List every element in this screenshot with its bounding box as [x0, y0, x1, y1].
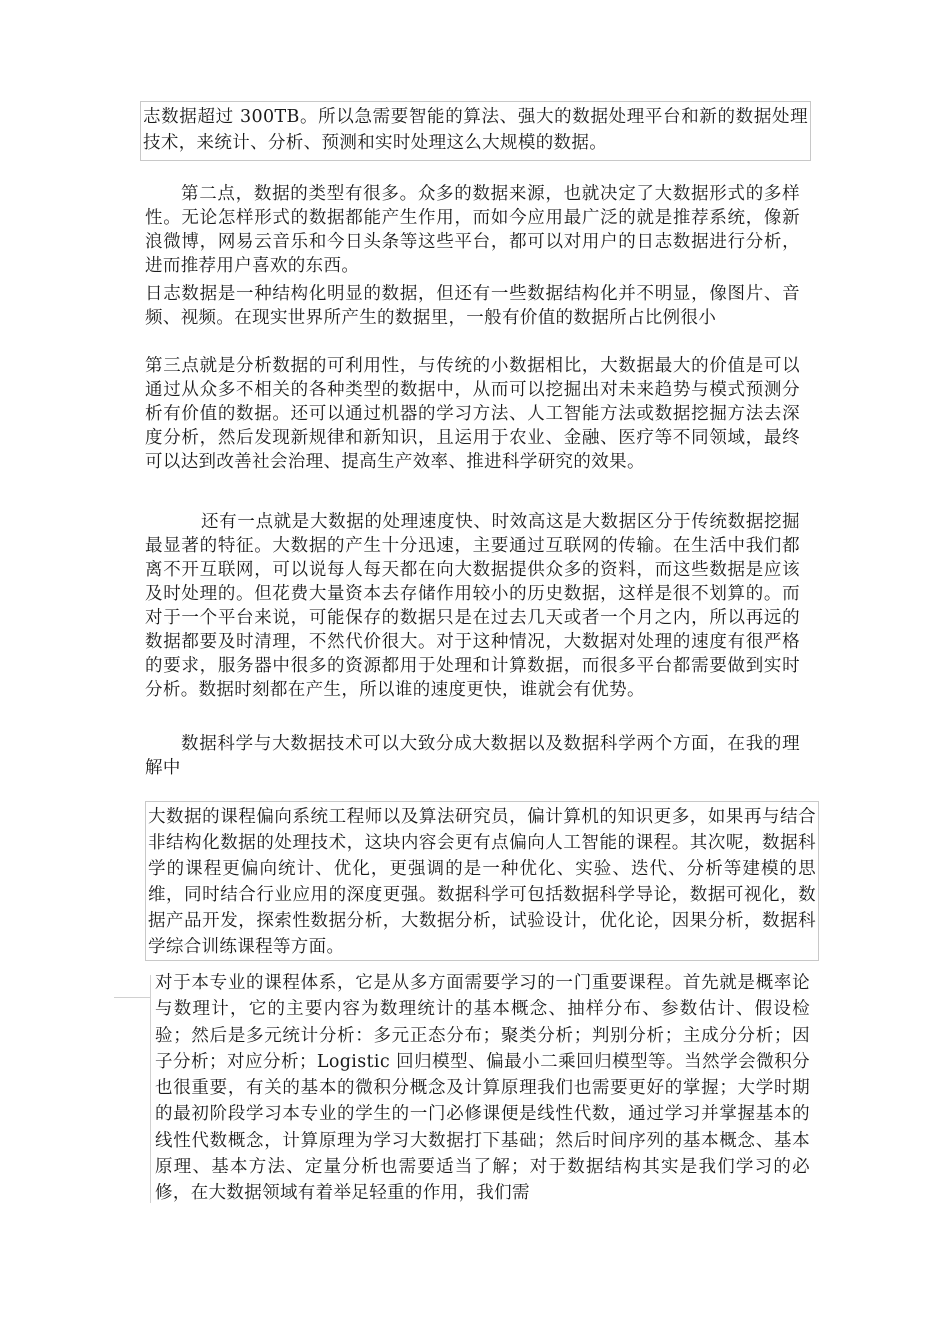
paragraph-data-value: 第三点就是分析数据的可利用性，与传统的小数据相比，大数据最大的价值是可以通过从众多不相关的各种类型的数据中，从而可以挖掘出对未来趋势与模式预测分析有价值的数据。还可以通过机器的学习方法、人工智能方法或数据挖掘方法去深度分析，然后发现新规律和新知识，且运用于农业、金融、医疗等不同领域，最终可以达到改善社会治理、提高生产效率、推进科学研究的效果。: [145, 356, 800, 472]
margin-marker-line: [114, 997, 150, 998]
paragraph-course-comparison: 大数据的课程偏向系统工程师以及算法研究员，偏计算机的知识更多，如果再与结合非结构化数据的处理技术，这块内容会更有点偏向人工智能的课程。其次呢，数据科学的课程更偏向统计、优化，更强调的是一种优化、实验、迭代、分析等建模的思维，同时结合行业应用的深度更强。数据科学可包括数据科学导论，数据可视化，数据产品开发，探索性数据分析，大数据分析，试验设计，优化论，因果分析，数据科学综合训练课程等方面。: [145, 801, 819, 961]
paragraph-curriculum: 对于本专业的课程体系，它是从多方面需要学习的一门重要课程。首先就是概率论与数理计，它的主要内容为数理统计的基本概念、抽样分布、参数估计、假设检验；然后是多元统计分析：多元正态分布；聚类分析；判别分析；主成分分析；因子分析；对应分析；Logistic 回归模型、偏最小二乘回归模型等。当然学会微积分也很重要，有关的基本的微积分概念及计算原理我们也需要更好的掌握；大学时期的最初阶段学习本专业的学生的一门必修课便是线性代数，通过学习并掌握基本的线性代数概念，计算原理为学习大数据打下基础；然后时间序列的基本概念、基本原理、基本方法、定量分析也需要适当了解；对于数据结构其实是我们学习的必修，在大数据领域有着举足轻重的作用，我们需: [155, 973, 810, 1204]
paragraph-data-velocity: 还有一点就是大数据的处理速度快、时效高这是大数据区分于传统数据挖掘最显著的特征。大数据的产生十分迅速，主要通过互联网的传输。在生活中我们都离不开互联网，可以说每人每天都在向大数据提供众多的资料，而这些数据是应该及时处理的。但花费大量资本去存储作用较小的历史数据，这样是很不划算的。而对于一个平台来说，可能保存的数据只是在过去几天或者一个月之内，所以再远的数据都要及时清理，不然代价很大。对于这种情况，大数据对处理的速度有很严格的要求，服务器中很多的资源都用于处理和计算数据，而很多平台都需要做到实时分析。数据时刻都在产生，所以谁的速度更快，谁就会有优势。: [145, 512, 800, 700]
paragraph-two-aspects: 数据科学与大数据技术可以大致分成大数据以及数据科学两个方面，在我的理解中: [145, 734, 800, 778]
paragraph-log-data: 日志数据是一种结构化明显的数据，但还有一些数据结构化并不明显，像图片、音频、视频。在现实世界所产生的数据里，一般有价值的数据所占比例很小: [145, 284, 800, 328]
paragraph-data-volume-continuation: 志数据超过 300TB。所以急需要智能的算法、强大的数据处理平台和新的数据处理技术，来统计、分析、预测和实时处理这么大规模的数据。: [140, 101, 811, 161]
paragraph-data-variety: 第二点，数据的类型有很多。众多的数据来源，也就决定了大数据形式的多样性。无论怎样形式的数据都能产生作用，而如今应用最广泛的就是推荐系统，像新浪微博，网易云音乐和今日头条等这些平台，都可以对用户的日志数据进行分析，进而推荐用户喜欢的东西。: [145, 184, 800, 276]
